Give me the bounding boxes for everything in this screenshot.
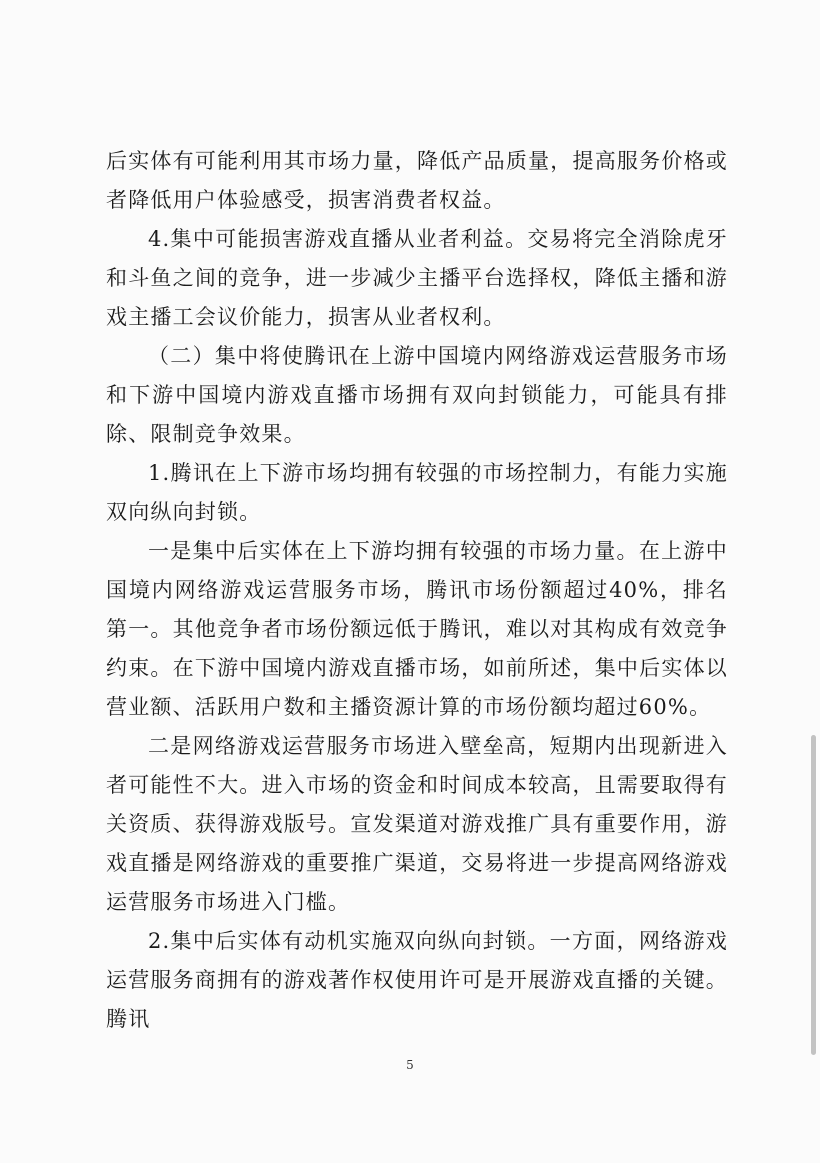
paragraph-point-two: 二是网络游戏运营服务市场进入壁垒高，短期内出现新进入者可能性不大。进入市场的资金和时间成本较高，且需要取得有关资质、获得游戏版号。宣发渠道对游戏推广具有重要作用，游戏直播是网络游戏的重要推广渠道，交易将进一步提高网络游戏运营服务市场进入门槛。 [106,734,728,914]
paragraph-item-2: 2.集中后实体有动机实施双向纵向封锁。一方面，网络游戏运营服务商拥有的游戏著作权使用许可是开展游戏直播的关键。腾讯 [106,929,728,1031]
paragraph-point-one: 一是集中后实体在上下游均拥有较强的市场力量。在上游中国境内网络游戏运营服务市场，腾讯市场份额超过40%，排名第一。其他竞争者市场份额远低于腾讯，难以对其构成有效竞争约束。在下游中国境内游戏直播市场，如前所述，集中后实体以营业额、活跃用户数和主播资源计算的市场份额均超过60%。 [106,539,728,719]
paragraph-item-4: 4.集中可能损害游戏直播从业者利益。交易将完全消除虎牙和斗鱼之间的竞争，进一步减少主播平台选择权，降低主播和游戏主播工会议价能力，损害从业者权利。 [106,227,728,329]
document-body [106,142,728,1039]
scrollbar[interactable] [811,735,816,1055]
paragraph-continuation: 后实体有可能利用其市场力量，降低产品质量，提高服务价格或者降低用户体验感受，损害消费者权益。 [106,149,728,212]
paragraph-section-two-heading: （二）集中将使腾讯在上游中国境内网络游戏运营服务市场和下游中国境内游戏直播市场拥有双向封锁能力，可能具有排除、限制竞争效果。 [106,344,728,446]
page-number: 5 [406,1058,414,1072]
paragraph-item-1: 1.腾讯在上下游市场均拥有较强的市场控制力，有能力实施双向纵向封锁。 [106,461,728,524]
